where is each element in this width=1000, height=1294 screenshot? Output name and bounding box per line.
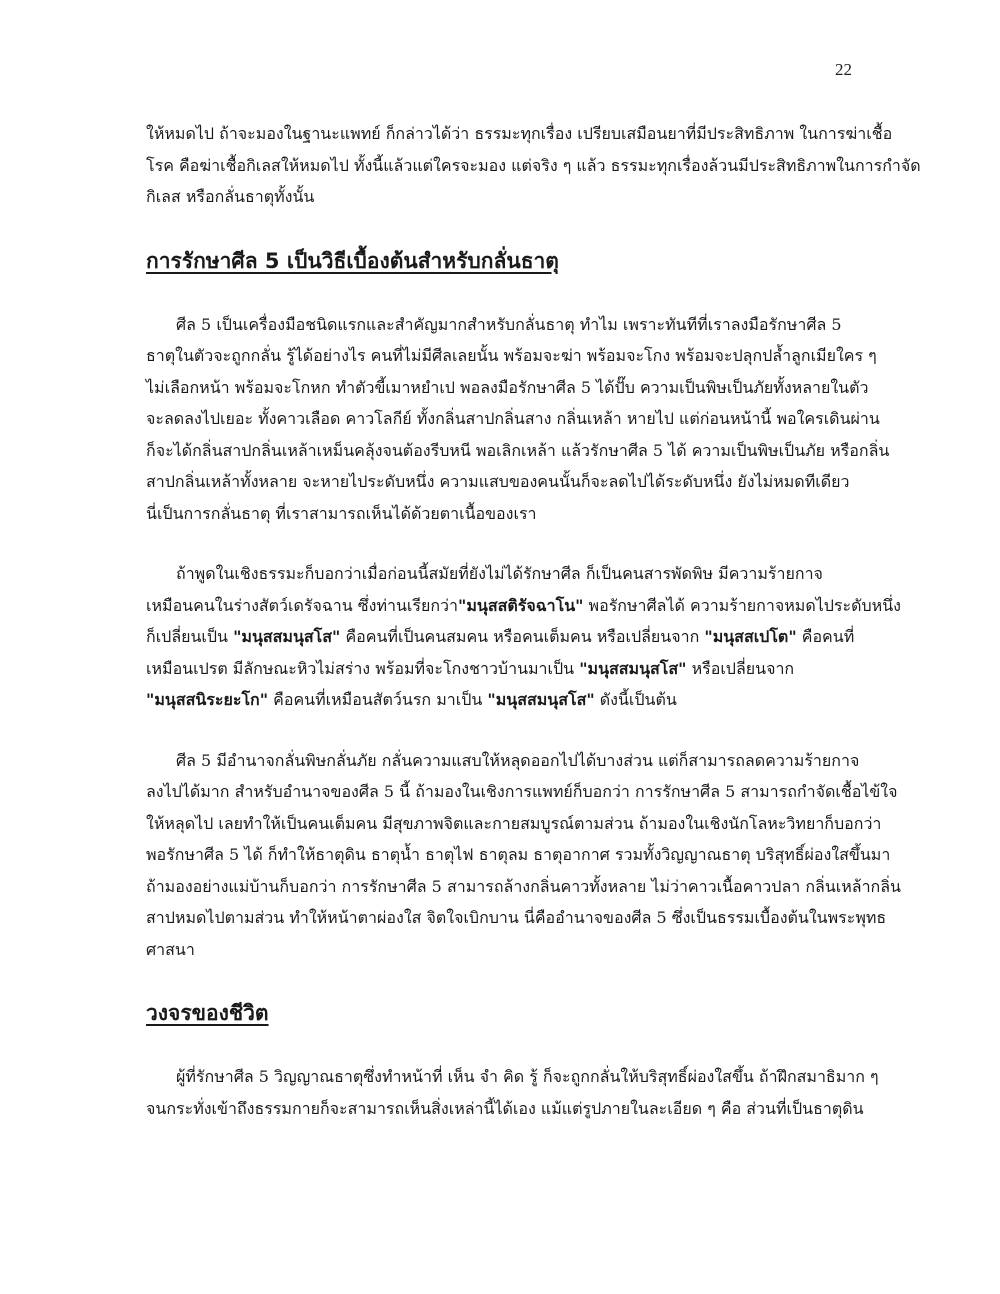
paragraph-4 [146, 745, 901, 966]
paragraph-line: ศาสนา [146, 939, 195, 959]
paragraph-line: ให้หลุดไป เลยทำให้เป็นคนเต็มคน มีสุขภาพจิตและกายสมบูรณ์ตามส่วน ถ้ามองในเชิงนักโลหะวิทยาก็บอกว่า [146, 813, 882, 833]
paragraph-line: ให้หมดไป ถ้าจะมองในฐานะแพทย์ ก็กล่าวได้ว่า ธรรมะทุกเรื่อง เปรียบเสมือนยาที่มีประสิทธิภาพ ในการฆ่าเชื้อ [146, 124, 893, 143]
paragraph-5 [146, 1061, 879, 1124]
bold-term: "มนุสสเปโต" [704, 627, 797, 646]
paragraph-line: ผู้ที่รักษาศีล 5 วิญญาณธาตุซึ่งทำหน้าที่ เห็น จำ คิด รู้ ก็จะถูกกลั่นให้บริสุทธิ์ผ่องใสขึ้น ถ้าฝึกสมาธิมาก ๆ [176, 1067, 879, 1086]
bold-term: "มนุสสมนุสโส" [579, 658, 687, 678]
paragraph-3 [146, 558, 901, 716]
paragraph-line: ศีล 5 มีอำนาจกลั่นพิษกลั่นภัย กลั่นความแสบให้หลุดออกไปได้บางส่วน แต่ก็สามารถลดความร้ายกาจ [176, 750, 860, 770]
text-run: คือคนที่ [796, 627, 855, 646]
text-run: เหมือนเปรต มีลักษณะหิวไม่สร่าง พร้อมที่จะโกงชาวบ้านมาเป็น [146, 658, 580, 678]
text-run: เหมือนคนในร่างสัตว์เดรัจฉาน ซึ่งท่านเรียกว่า [146, 595, 458, 615]
bold-term: "มนุสสมนุสโส" [233, 627, 341, 646]
paragraph-line: นี่เป็นการกลั่นธาตุ ที่เราสามารถเห็นได้ด้วยตาเนื้อของเรา [146, 503, 537, 523]
paragraph-line: ก็จะได้กลิ่นสาปกลิ่นเหล้าเหม็นคลุ้งจนต้องรีบหนี พอเลิกเหล้า แล้วรักษาศีล 5 ได้ ความเป็นพิษเป็นภัย หรือกลิ่น [146, 440, 890, 460]
paragraph-line [146, 621, 855, 653]
text-run: ดังนี้เป็นต้น [594, 690, 677, 709]
page-content [146, 118, 921, 1124]
paragraph-line: ถ้ามองอย่างแม่บ้านก็บอกว่า การรักษาศีล 5 สามารถล้างกลิ่นคาวทั้งหลาย ไม่ว่าคาวเนื้อคาวปลา กลิ่นเหล้ากลิ่น [146, 876, 901, 896]
paragraph-line: กิเลส หรือกลั่นธาตุทั้งนั้น [146, 187, 315, 206]
bold-term: "มนุสสนิระยะโก" [146, 690, 269, 709]
paragraph-line: ถ้าพูดในเชิงธรรมะก็บอกว่าเมื่อก่อนนี้สมัยที่ยังไม่ได้รักษาศีล ก็เป็นคนสารพัดพิษ มีความร้ายกาจ [176, 564, 823, 583]
text-run: ก็เปลี่ยนเป็น [146, 627, 234, 646]
paragraph-line: สาปหมดไปตามส่วน ทำให้หน้าตาผ่องใส จิตใจเบิกบาน นี่คืออำนาจของศีล 5 ซึ่งเป็นธรรมเบื้องต้นในพระพุทธ [146, 908, 887, 927]
paragraph-line: สาปกลิ่นเหล้าทั้งหลาย จะหายไประดับหนึ่ง ความแสบของคนนั้นก็จะลดไปได้ระดับหนึ่ง ยังไม่หมดทีเดียว [146, 472, 850, 491]
paragraph-1 [146, 118, 921, 213]
page-number: 22 [835, 60, 852, 79]
paragraph-line [146, 684, 852, 716]
paragraph-line: ศีล 5 เป็นเครื่องมือชนิดแรกและสำคัญมากสำหรับกลั่นธาตุ ทำไม เพราะทันทีที่เราลงมือรักษาศีล 5 [176, 314, 842, 334]
paragraph-line: ไม่เลือกหน้า พร้อมจะโกหก ทำตัวขี้เมาหยำเป พอลงมือรักษาศีล 5 ได้ปั๊บ ความเป็นพิษเป็นภัยทั้งหลายในตัว [146, 377, 869, 397]
paragraph-line: ลงไปได้มาก สำหรับอำนาจของศีล 5 นี้ ถ้ามองในเชิงการแพทย์ก็บอกว่า การรักษาศีล 5 สามารถกำจัดเชื้อไข้ใจ [146, 782, 898, 801]
text-run: คือคนที่เหมือนสัตว์นรก มาเป็น [268, 690, 488, 709]
bold-term: "มนุสสมนุสโส" [487, 690, 595, 709]
paragraph-line [146, 590, 901, 622]
paragraph-line [146, 653, 852, 685]
paragraph-line: ธาตุในตัวจะถูกกลั่น รู้ได้อย่างไร คนที่ไม่มีศีลเลยนั้น พร้อมจะฆ่า พร้อมจะโกง พร้อมจะปลุกปล้ำลูกเมียใคร ๆ [146, 346, 877, 365]
paragraph-line: โรค คือฆ่าเชื้อกิเลสให้หมดไป ทั้งนี้แล้วแต่ใครจะมอง แต่จริง ๆ แล้ว ธรรมะทุกเรื่องล้วนมีประสิทธิภาพในการกำจัด [146, 155, 921, 175]
section-heading-2: วงจรของชีวิต [146, 1001, 269, 1025]
bold-term: "มนุสสติรัจฉาโน" [458, 595, 584, 615]
paragraph-2 [146, 309, 890, 530]
paragraph-line: จะลดลงไปเยอะ ทั้งคาวเลือด คาวโลกีย์ ทั้งกลิ่นสาปกลิ่นสาง กลิ่นเหล้า หายไป แต่ก่อนหน้านี้ พอใครเดินผ่าน [146, 409, 880, 428]
paragraph-line: พอรักษาศีล 5 ได้ ก็ทำให้ธาตุดิน ธาตุน้ำ ธาตุไฟ ธาตุลม ธาตุอากาศ รวมทั้งวิญญาณธาตุ บริสุทธิ์ผ่องใสขึ้นมา [146, 845, 891, 864]
text-run: คือคนที่เป็นคนสมคน หรือคนเต็มคน หรือเปลี่ยนจาก [340, 627, 705, 646]
section-heading-1: การรักษาศีล 5 เป็นวิธีเบื้องต้นสำหรับกลั่นธาตุ [146, 248, 559, 273]
text-run: พอรักษาศีลได้ ความร้ายกาจหมดไประดับหนึ่ง [583, 595, 901, 615]
text-run: หรือเปลี่ยนจาก [686, 658, 795, 678]
paragraph-line: จนกระทั่งเข้าถึงธรรมกายก็จะสามารถเห็นสิ่งเหล่านี้ได้เอง แม้แต่รูปภายในละเอียด ๆ คือ ส่วนที่เป็นธาตุดิน [146, 1098, 864, 1118]
